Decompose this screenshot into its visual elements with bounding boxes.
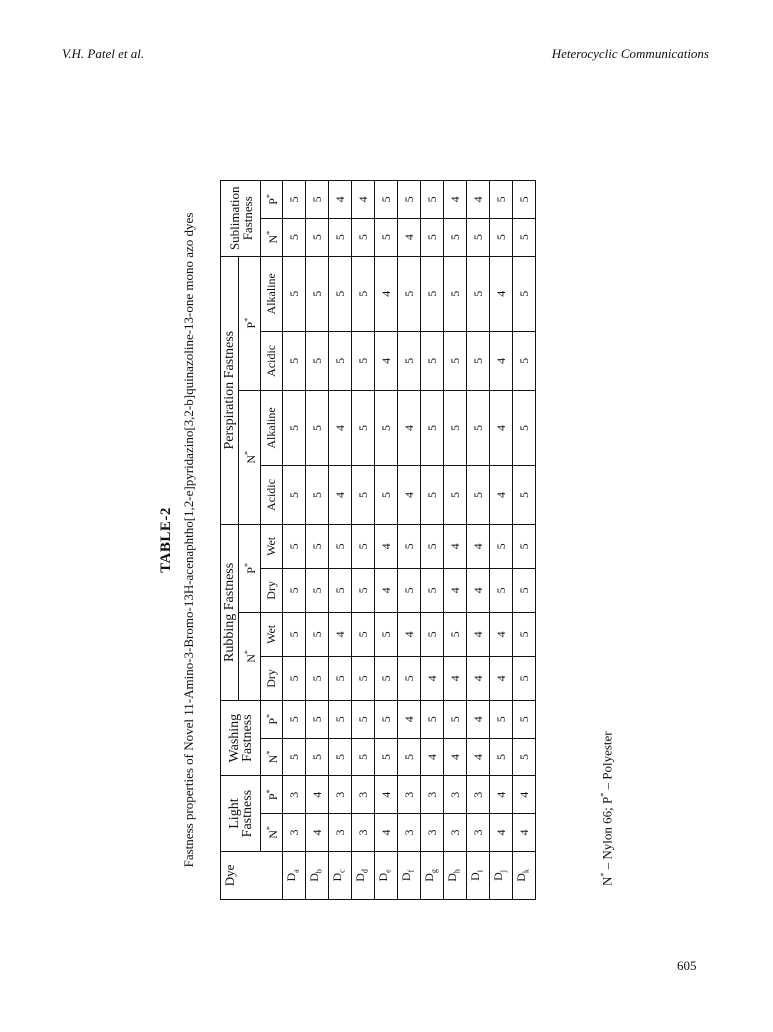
value-cell-per-p-alkaline: 5 [352,256,375,332]
value-cell-sub-n: 5 [352,218,375,256]
table-row [421,181,444,900]
value-cell-rub-n-wet: 5 [513,612,536,656]
header-perspiration-p: P* [239,256,261,390]
value-cell-sub-p: 5 [513,181,536,219]
value-cell-per-n-acidic: 4 [329,466,352,525]
value-cell-sub-n: 5 [329,218,352,256]
table-row [467,181,490,900]
header-sublimation-fastness: Sublimation Fastness [221,181,261,257]
value-cell-sub-n: 4 [398,218,421,256]
value-cell-light-n: 4 [513,814,536,852]
value-cell-rub-n-dry: 4 [444,656,467,700]
value-cell-rub-p-dry: 5 [306,568,329,612]
dye-cell: $D_a$ [283,851,306,899]
header-rubbing-p-wet: Wet [261,524,283,568]
value-cell-light-n: 4 [375,814,398,852]
value-cell-per-p-acidic: 5 [283,332,306,391]
dye-cell: $D_j$ [490,851,513,899]
value-cell-light-n: 3 [444,814,467,852]
header-perspiration-n: N* [239,390,261,524]
table-row [444,181,467,900]
value-cell-light-n: 3 [421,814,444,852]
header-perspiration-n-acidic: Acidic [261,466,283,525]
value-cell-wash-p: 4 [398,700,421,738]
value-cell-wash-n: 5 [513,738,536,776]
dye-cell: $D_g$ [421,851,444,899]
header-washing-p: P* [261,700,283,738]
header-perspiration-p-alkaline: Alkaline [261,256,283,332]
header-rubbing-p-dry: Dry [261,568,283,612]
value-cell-per-p-alkaline: 5 [329,256,352,332]
value-cell-sub-n: 5 [306,218,329,256]
value-cell-rub-p-dry: 4 [444,568,467,612]
header-perspiration-p-acidic: Acidic [261,332,283,391]
value-cell-rub-n-dry: 4 [490,656,513,700]
header-washing-n: N* [261,738,283,776]
value-cell-per-n-alkaline: 5 [283,390,306,465]
header-rubbing-n-wet: Wet [261,612,283,656]
dye-cell: $D_d$ [352,851,375,899]
value-cell-per-n-acidic: 5 [375,466,398,525]
table-row [375,181,398,900]
table-row [490,181,513,900]
value-cell-sub-n: 5 [283,218,306,256]
value-cell-per-p-acidic: 5 [421,332,444,391]
header-rubbing-n-dry: Dry [261,656,283,700]
value-cell-sub-n: 5 [467,218,490,256]
value-cell-light-n: 4 [306,814,329,852]
value-cell-light-p: 4 [306,776,329,814]
value-cell-rub-p-dry: 5 [283,568,306,612]
value-cell-sub-n: 5 [513,218,536,256]
table-title: TABLE-2 [158,507,174,573]
value-cell-rub-p-dry: 4 [375,568,398,612]
value-cell-rub-p-wet: 4 [467,524,490,568]
header-light-n: N* [261,814,283,852]
value-cell-light-p: 3 [329,776,352,814]
header-light-p: P* [261,776,283,814]
value-cell-light-n: 3 [352,814,375,852]
header-washing-fastness: Washing Fastness [221,700,261,775]
value-cell-rub-n-wet: 5 [375,612,398,656]
value-cell-per-p-acidic: 5 [513,332,536,391]
value-cell-per-n-acidic: 5 [306,466,329,525]
value-cell-per-n-alkaline: 4 [398,390,421,465]
table-row [306,181,329,900]
value-cell-rub-n-dry: 4 [467,656,490,700]
value-cell-sub-p: 4 [467,181,490,219]
value-cell-per-p-alkaline: 5 [283,256,306,332]
value-cell-rub-p-wet: 4 [444,524,467,568]
value-cell-light-n: 3 [329,814,352,852]
value-cell-per-p-alkaline: 5 [513,256,536,332]
table-row [352,181,375,900]
value-cell-light-p: 4 [490,776,513,814]
value-cell-rub-p-wet: 5 [398,524,421,568]
value-cell-wash-n: 5 [306,738,329,776]
value-cell-rub-n-wet: 4 [398,612,421,656]
value-cell-light-p: 4 [375,776,398,814]
value-cell-light-p: 3 [467,776,490,814]
table-row [398,181,421,900]
value-cell-per-p-acidic: 5 [352,332,375,391]
dye-cell: $D_h$ [444,851,467,899]
value-cell-rub-n-wet: 5 [421,612,444,656]
value-cell-rub-p-dry: 5 [398,568,421,612]
value-cell-light-n: 4 [490,814,513,852]
header-dye: Dye [221,851,283,899]
value-cell-rub-n-wet: 5 [444,612,467,656]
value-cell-per-p-acidic: 4 [375,332,398,391]
value-cell-wash-p: 4 [467,700,490,738]
running-head-authors: V.H. Patel et al. [62,46,145,61]
value-cell-wash-p: 5 [490,700,513,738]
table-body [283,181,536,900]
header-rubbing-n: N* [239,612,261,700]
value-cell-rub-p-wet: 5 [421,524,444,568]
value-cell-light-n: 3 [467,814,490,852]
header-rubbing-p: P* [239,524,261,612]
value-cell-sub-p: 5 [398,181,421,219]
value-cell-wash-n: 5 [490,738,513,776]
header-light-fastness: Light Fastness [221,776,261,851]
value-cell-per-n-acidic: 5 [513,466,536,525]
value-cell-per-n-alkaline: 4 [490,390,513,465]
value-cell-per-n-acidic: 4 [398,466,421,525]
value-cell-light-p: 3 [421,776,444,814]
dye-cell: $D_b$ [306,851,329,899]
value-cell-per-p-alkaline: 5 [398,256,421,332]
header-sublimation-p: P* [261,181,283,219]
value-cell-sub-p: 5 [421,181,444,219]
value-cell-sub-p: 4 [329,181,352,219]
value-cell-rub-p-wet: 5 [513,524,536,568]
value-cell-wash-p: 5 [352,700,375,738]
dye-cell: $D_e$ [375,851,398,899]
value-cell-sub-n: 5 [421,218,444,256]
value-cell-per-n-acidic: 5 [352,466,375,525]
value-cell-sub-p: 5 [306,181,329,219]
value-cell-per-p-alkaline: 5 [421,256,444,332]
value-cell-per-p-alkaline: 5 [306,256,329,332]
value-cell-per-n-acidic: 5 [283,466,306,525]
fastness-table [220,180,536,900]
value-cell-wash-n: 5 [329,738,352,776]
value-cell-rub-p-dry: 5 [421,568,444,612]
value-cell-wash-p: 5 [513,700,536,738]
value-cell-rub-p-wet: 5 [352,524,375,568]
value-cell-rub-n-wet: 5 [306,612,329,656]
value-cell-per-n-alkaline: 4 [329,390,352,465]
value-cell-wash-n: 5 [352,738,375,776]
value-cell-rub-n-dry: 5 [329,656,352,700]
value-cell-wash-n: 4 [444,738,467,776]
value-cell-per-p-acidic: 5 [398,332,421,391]
value-cell-rub-n-dry: 5 [352,656,375,700]
value-cell-rub-p-dry: 5 [352,568,375,612]
value-cell-sub-n: 5 [490,218,513,256]
value-cell-per-n-alkaline: 5 [306,390,329,465]
value-cell-per-p-acidic: 5 [444,332,467,391]
header-rubbing-fastness: Rubbing Fastness [221,524,239,700]
value-cell-sub-p: 5 [375,181,398,219]
table-row [329,181,352,900]
value-cell-wash-p: 5 [306,700,329,738]
value-cell-wash-n: 5 [375,738,398,776]
value-cell-per-p-acidic: 5 [306,332,329,391]
value-cell-rub-p-dry: 4 [467,568,490,612]
value-cell-per-p-alkaline: 4 [490,256,513,332]
header-perspiration-fastness: Perspiration Fastness [221,256,239,524]
value-cell-per-p-alkaline: 5 [467,256,490,332]
value-cell-rub-n-wet: 5 [283,612,306,656]
value-cell-rub-p-wet: 4 [375,524,398,568]
value-cell-light-p: 3 [444,776,467,814]
value-cell-rub-n-wet: 4 [329,612,352,656]
dye-cell: $D_i$ [467,851,490,899]
value-cell-rub-n-dry: 5 [513,656,536,700]
value-cell-wash-n: 5 [398,738,421,776]
value-cell-per-n-alkaline: 5 [444,390,467,465]
value-cell-wash-n: 5 [283,738,306,776]
value-cell-rub-n-wet: 4 [490,612,513,656]
value-cell-per-n-acidic: 4 [490,466,513,525]
table-footnote: N* – Nylon 66; P* – Polyester [599,731,615,886]
value-cell-sub-p: 5 [283,181,306,219]
table-caption: Fastness properties of Novel 11-Amino-3-Bromo-13H-acenaphtho[1,2-e]pyridazino[3,2-b]quinazoline-13-one mono azo dyes [181,212,196,868]
value-cell-per-p-acidic: 5 [329,332,352,391]
value-cell-sub-n: 5 [375,218,398,256]
value-cell-per-p-alkaline: 4 [375,256,398,332]
page-number: 605 [677,958,697,973]
value-cell-rub-n-dry: 5 [306,656,329,700]
value-cell-rub-n-wet: 5 [352,612,375,656]
value-cell-per-n-alkaline: 5 [421,390,444,465]
value-cell-per-n-acidic: 5 [421,466,444,525]
value-cell-light-p: 4 [513,776,536,814]
value-cell-rub-p-dry: 5 [329,568,352,612]
rotated-table-block [158,180,723,900]
value-cell-rub-p-wet: 5 [283,524,306,568]
value-cell-rub-p-wet: 5 [329,524,352,568]
value-cell-per-p-alkaline: 5 [444,256,467,332]
value-cell-rub-n-wet: 4 [467,612,490,656]
value-cell-rub-p-wet: 5 [306,524,329,568]
header-sublimation-n: N* [261,218,283,256]
value-cell-sub-p: 4 [352,181,375,219]
table-row [283,181,306,900]
value-cell-rub-n-dry: 5 [375,656,398,700]
value-cell-light-p: 3 [352,776,375,814]
value-cell-per-n-alkaline: 5 [467,390,490,465]
value-cell-sub-p: 5 [490,181,513,219]
running-head-journal: Heterocyclic Communications [551,46,709,61]
value-cell-per-n-acidic: 5 [444,466,467,525]
value-cell-per-n-acidic: 5 [467,466,490,525]
dye-cell: $D_k$ [513,851,536,899]
value-cell-wash-p: 5 [283,700,306,738]
value-cell-light-n: 3 [283,814,306,852]
value-cell-wash-p: 5 [421,700,444,738]
value-cell-wash-n: 4 [467,738,490,776]
value-cell-rub-p-wet: 5 [490,524,513,568]
value-cell-rub-n-dry: 4 [421,656,444,700]
value-cell-wash-p: 5 [329,700,352,738]
dye-cell: $D_c$ [329,851,352,899]
value-cell-sub-n: 5 [444,218,467,256]
value-cell-light-p: 3 [283,776,306,814]
value-cell-per-n-alkaline: 5 [513,390,536,465]
table-row [513,181,536,900]
value-cell-light-n: 3 [398,814,421,852]
value-cell-rub-n-dry: 5 [283,656,306,700]
value-cell-rub-p-dry: 5 [513,568,536,612]
value-cell-per-n-alkaline: 5 [375,390,398,465]
value-cell-light-p: 3 [398,776,421,814]
header-perspiration-n-alkaline: Alkaline [261,390,283,465]
value-cell-wash-p: 5 [444,700,467,738]
value-cell-per-p-acidic: 5 [467,332,490,391]
value-cell-wash-n: 4 [421,738,444,776]
value-cell-per-p-acidic: 4 [490,332,513,391]
value-cell-sub-p: 4 [444,181,467,219]
dye-cell: $D_f$ [398,851,421,899]
value-cell-rub-p-dry: 5 [490,568,513,612]
value-cell-per-n-alkaline: 5 [352,390,375,465]
value-cell-wash-p: 5 [375,700,398,738]
value-cell-rub-n-dry: 5 [398,656,421,700]
